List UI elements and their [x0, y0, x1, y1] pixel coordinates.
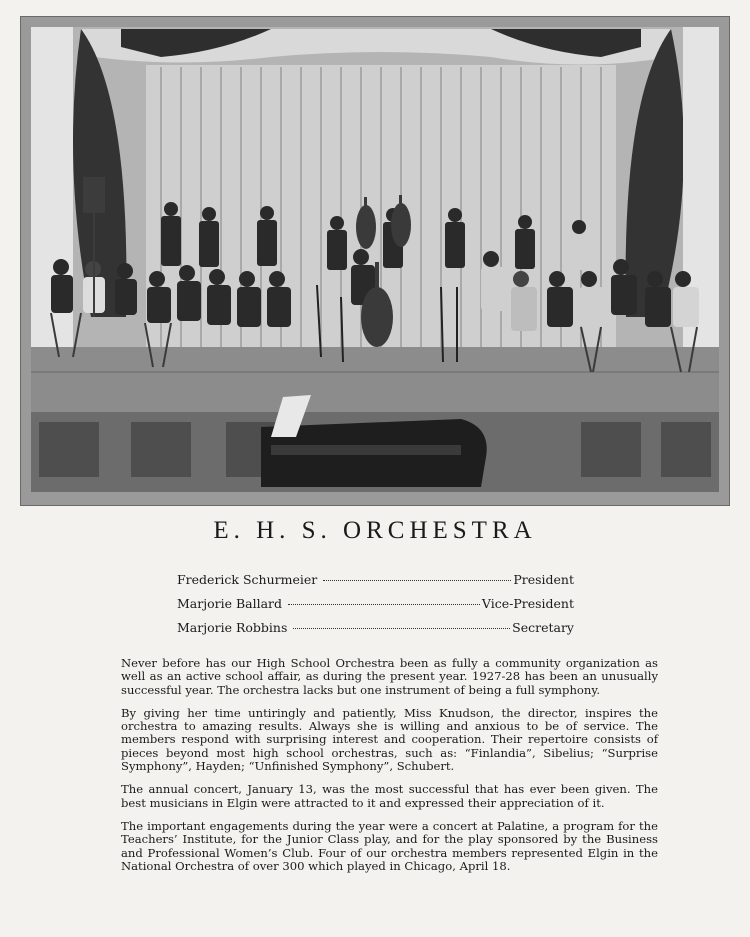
officer-row-president: [177, 572, 574, 596]
leader-dots: [323, 579, 511, 581]
paragraph-director: By giving her time untiringly and patiently, Miss Knudson, the director, inspires the orchestra to amazing results. Always she is willing and anxious to be of service. The members respond with surprising interest and cooperation. Their repertoire consists of pieces beyond most high school orchestras, such as: “Finlandia”, Sibelius; “Surprise Symphony”, Hayden; “Unfinished Symphony”, Schubert.: [121, 705, 658, 774]
paragraph-concert: The annual concert, January 13, was the most successful that has ever been given. The best musicians in Elgin were attracted to it and expressed their appreciation of it.: [121, 782, 658, 810]
leader-dots: [288, 603, 480, 605]
page-title: E. H. S. ORCHESTRA: [213, 517, 537, 544]
article-body: [121, 657, 658, 883]
officer-role: President: [513, 572, 574, 587]
orchestra-photo-illustration: [21, 17, 729, 505]
officer-role: Secretary: [512, 620, 574, 635]
officer-row-secretary: [177, 620, 574, 644]
officer-name: Marjorie Ballard: [177, 596, 283, 611]
officer-name: Marjorie Robbins: [177, 620, 288, 635]
stage-floor: [31, 347, 719, 412]
officer-row-vice-president: [177, 596, 574, 620]
officer-role: Vice-President: [481, 596, 574, 611]
paragraph-intro: Never before has our High School Orchestra been as fully a community organization as well as an active school affair, as during the present year. 1927-28 has been an unusually successful year. The orchestra lacks but one instrument of being a full symphony.: [121, 656, 658, 697]
orchestra-photo: [20, 16, 730, 506]
officers-list: [177, 572, 574, 644]
leader-dots: [293, 627, 510, 629]
officer-name: Frederick Schurmeier: [177, 572, 318, 587]
paragraph-engagements: The important engagements during the year were a concert at Palatine, a program for the Teachers’ Institute, for the Junior Class play, and for the play sponsored by the Business and Professional Women’s Club. Four of our orchestra members represented Elgin in the National Orchestra of over 300 which played in Chicago, April 18.: [121, 818, 658, 873]
stage-lamp: [83, 177, 105, 213]
